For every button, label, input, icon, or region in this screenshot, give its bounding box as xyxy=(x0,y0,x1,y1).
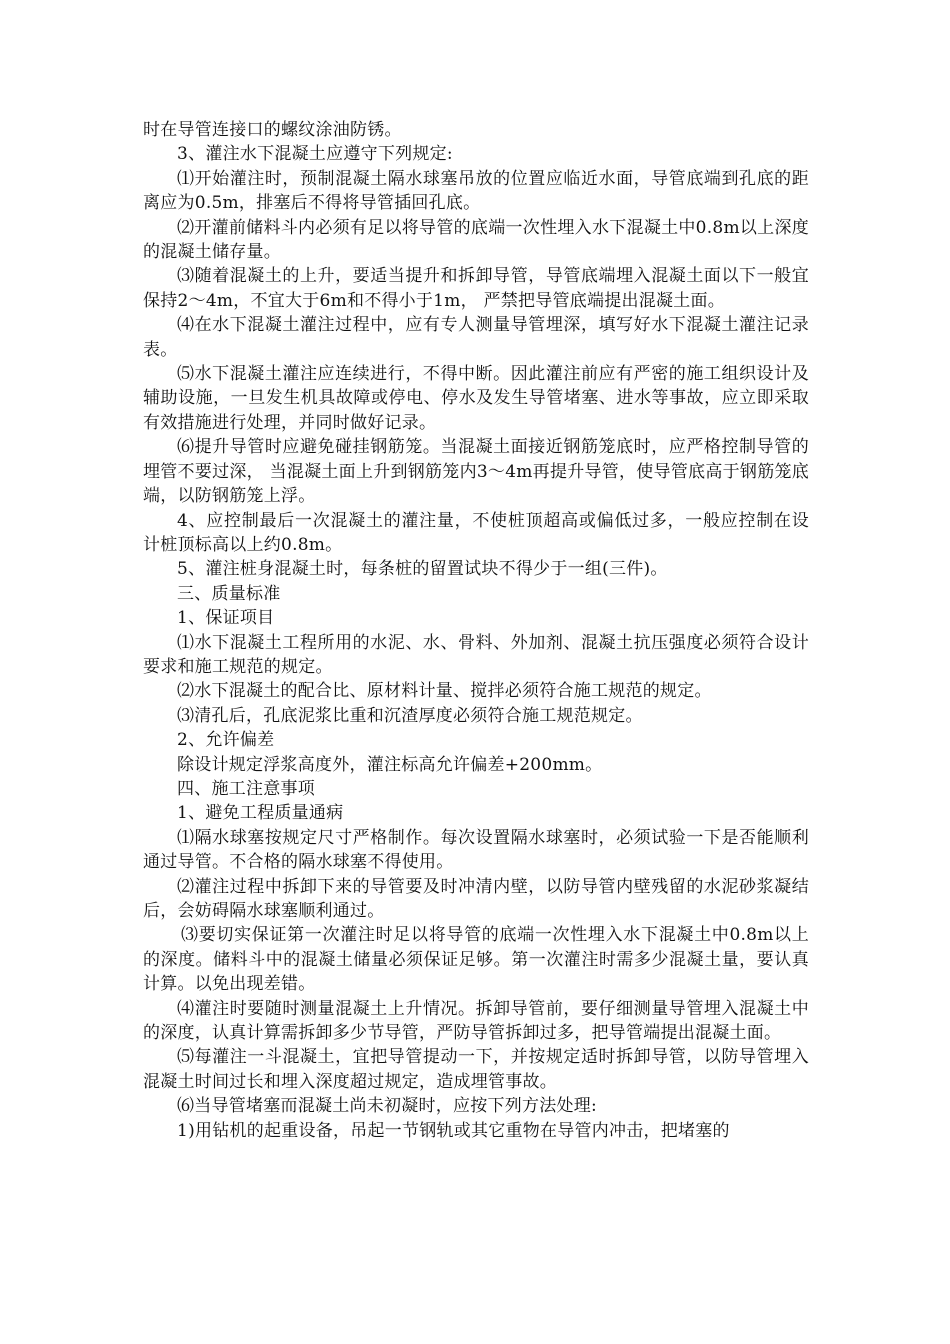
subheading-guarantee-items: 1、保证项目 xyxy=(177,608,275,629)
paragraph-precaution-6: ⑹当导管堵塞而混凝土尚未初凝时，应按下列方法处理: xyxy=(177,1096,597,1117)
paragraph-tolerance: 除设计规定浮浆高度外，灌注标高允许偏差+200mm。 xyxy=(177,754,603,775)
subheading-tolerance: 2、允许偏差 xyxy=(177,730,275,751)
paragraph-method-1: 1)用钻机的起重设备，吊起一节钢轨或其它重物在导管内冲击，把堵塞的 xyxy=(177,1120,730,1141)
section-heading-quality: 三、质量标准 xyxy=(177,583,281,604)
section-heading-precautions: 四、施工注意事项 xyxy=(177,778,315,799)
paragraph-subitem-1: ⑴开始灌注时，预制混凝土隔水球塞吊放的位置应临近水面，导管底端到孔底的距离应为0.5m，排塞后不得将导管插回孔底。 xyxy=(143,168,809,214)
paragraph-item-3: 3、灌注水下混凝土应遵守下列规定: xyxy=(177,144,453,165)
paragraph-continuation: 时在导管连接口的螺纹涂油防锈。 xyxy=(143,120,402,140)
paragraph-subitem-3: ⑶随着混凝土的上升，要适当提升和拆卸导管，导管底端埋入混凝土面以下一般宜保持2～4m，不宜大于6m和不得小于1m， 严禁把导管底端提出混凝土面。 xyxy=(143,266,809,311)
paragraph-precaution-2: ⑵灌注过程中拆卸下来的导管要及时冲清内壁，以防导管内壁残留的水泥砂浆凝结后，会妨碍隔水球塞顺利通过。 xyxy=(143,876,809,921)
paragraph-subitem-2: ⑵开灌前储料斗内必须有足以将导管的底端一次性埋入水下混凝土中0.8m以上深度的混凝土储存量。 xyxy=(143,217,809,263)
subheading-avoid-defects: 1、避免工程质量通病 xyxy=(177,803,344,824)
paragraph-precaution-5: ⑸每灌注一斗混凝土，宜把导管提动一下，并按规定适时拆卸导管，以防导管埋入混凝土时间过长和埋入深度超过规定，造成埋管事故。 xyxy=(143,1047,809,1092)
document-body xyxy=(143,118,809,1143)
paragraph-guarantee-2: ⑵水下混凝土的配合比、原材料计量、搅拌必须符合施工规范的规定。 xyxy=(177,681,712,702)
paragraph-item-4: 4、应控制最后一次混凝土的灌注量，不使桩顶超高或偏低过多，一般应控制在设计桩顶标高以上约0.8m。 xyxy=(143,510,809,555)
paragraph-precaution-1: ⑴隔水球塞按规定尺寸严格制作。每次设置隔水球塞时，必须试验一下是否能顺利通过导管。不合格的隔水球塞不得使用。 xyxy=(143,827,809,873)
paragraph-precaution-3: ⑶要切实保证第一次灌注时足以将导管的底端一次性埋入水下混凝土中0.8m以上的深度。储料斗中的混凝土储量必须保证足够。第一次灌注时需多少混凝土量，要认真计算。以免出现差错。 xyxy=(143,925,809,995)
paragraph-subitem-4: ⑷在水下混凝土灌注过程中，应有专人测量导管埋深，填写好水下混凝土灌注记录表。 xyxy=(143,315,809,360)
paragraph-guarantee-1: ⑴水下混凝土工程所用的水泥、水、骨料、外加剂、混凝土抗压强度必须符合设计要求和施工规范的规定。 xyxy=(143,632,809,677)
paragraph-subitem-6: ⑹提升导管时应避免碰挂钢筋笼。当混凝土面接近钢筋笼底时，应严格控制导管的埋管不要过深， 当混凝土面上升到钢筋笼内3～4m再提升导管，使导管底高于钢筋笼底端，以防钢筋笼上浮。 xyxy=(143,437,809,507)
paragraph-item-5: 5、灌注桩身混凝土时，每条桩的留置试块不得少于一组(三件)。 xyxy=(177,559,668,580)
paragraph-guarantee-3: ⑶清孔后，孔底泥浆比重和沉渣厚度必须符合施工规范规定。 xyxy=(177,705,643,726)
paragraph-subitem-5: ⑸水下混凝土灌注应连续进行，不得中断。因此灌注前应有严密的施工组织设计及辅助设施，一旦发生机具故障或停电、停水及发生导管堵塞、进水等事故，应立即采取有效措施进行处理，并同时做好记录。 xyxy=(143,364,809,433)
paragraph-precaution-4: ⑷灌注时要随时测量混凝土上升情况。拆卸导管前，要仔细测量导管埋入混凝土中的深度，认真计算需拆卸多少节导管，严防导管拆卸过多，把导管端提出混凝土面。 xyxy=(143,998,809,1044)
